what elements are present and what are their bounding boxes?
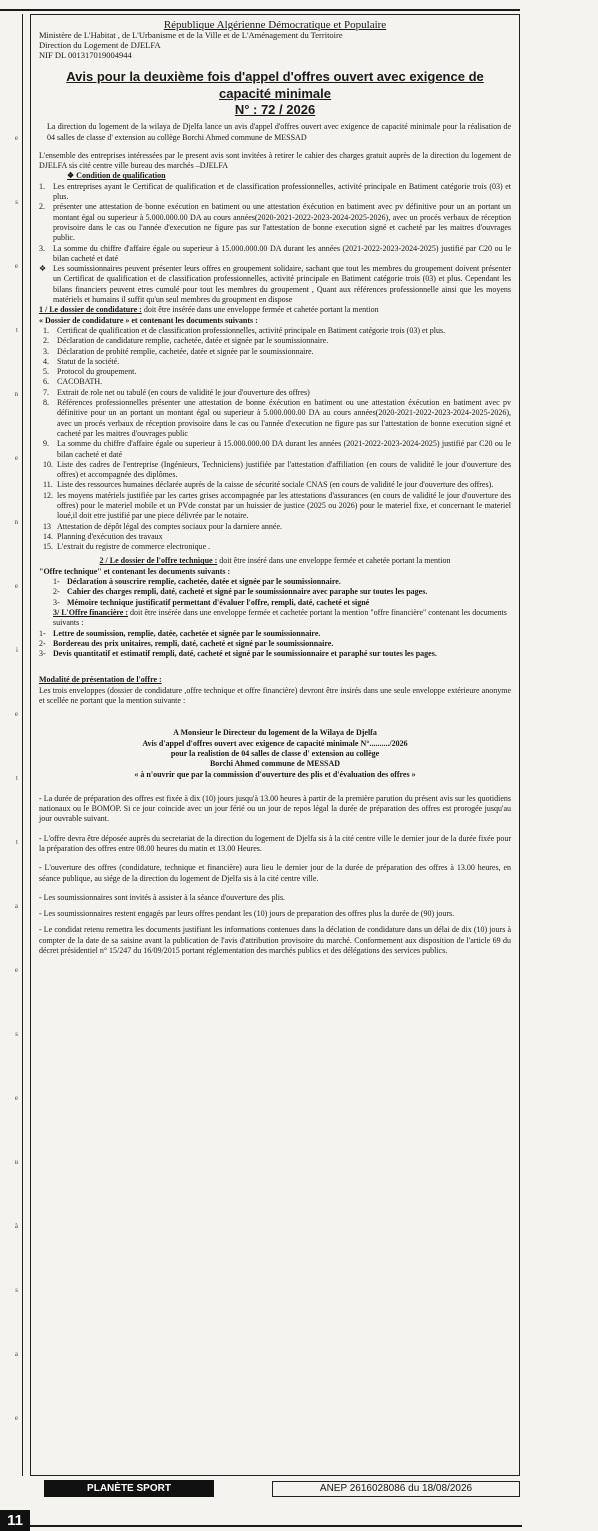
notice-number: N° : 72 / 2026 xyxy=(234,102,316,118)
list-item xyxy=(53,598,511,608)
list-item xyxy=(43,347,511,357)
column-fragment-letter: u xyxy=(14,1158,18,1166)
modalite-text: Les trois enveloppes (dossier de condidature ,offre technique et offre financière) devront être insirés dans une seule enveloppe extérieure anonyme et scellée ne portant que la mention suivante : xyxy=(39,685,511,706)
ministry-line: Ministère de L'Habitat , de L'Urbanisme et de la Ville et de L'Aménagement du Territoire xyxy=(39,30,343,41)
candidature-mention: « Dossier de condidature » et contenant les documents suivants : xyxy=(39,315,258,325)
list-item xyxy=(43,377,511,387)
list-item-number: 11. xyxy=(43,480,53,490)
column-fragment-letter: e xyxy=(14,262,18,270)
list-item xyxy=(43,480,511,490)
list-item xyxy=(43,357,511,367)
condition-paragraph: - Les soumissionnaires sont invités à assister à la séance d'ouverture des plis. xyxy=(39,892,286,902)
list-item-text: Déclaration à souscrire remplie, cachetée, datée et signée par le soumissionnaire. xyxy=(67,577,341,587)
column-fragment-letter: t xyxy=(16,326,18,334)
list-item xyxy=(43,398,511,439)
qualification-heading: ❖ Condition de qualification xyxy=(67,171,166,181)
list-item-text: Déclaration de candidature remplie, cachetée, datée et signée par le soumissionnaire. xyxy=(57,336,329,346)
column-fragment-letter: t xyxy=(16,838,18,846)
condition-paragraph: - L'ouverture des offres (condidature, technique et financière) aura lieu le dernier jour de la durée de préparation des offres à 13.00 heures, en séance publique, au siége de la direction du logement de Djelfa sis à la cité centre ville. xyxy=(39,863,511,883)
list-item xyxy=(43,326,511,336)
column-fragment-letter: n xyxy=(14,518,18,526)
list-item-text: Liste des ressources humaines déclarée auprès de la caisse de sécurité sociale CNAS (en cours de validité le jour d'ouverture des offres). xyxy=(57,480,494,490)
list-item-number: 8. xyxy=(43,398,49,408)
list-item-number: 2. xyxy=(43,336,49,346)
list-item-text: L'extrait du registre de commerce electronique . xyxy=(57,542,211,552)
list-item-number: 12. xyxy=(43,490,53,500)
column-fragment-letter: t xyxy=(16,774,18,782)
list-item-number: 1- xyxy=(53,577,60,587)
list-item-text: Références professionnelles présenter une attestation de bonne éxécution en batiment ou une attestation éxécution en batiment avec pv définitive pour un an portant un montant égal ou superieur à 5.000.000.00 DA au cours années(2020-2021-2022-2023-2024-2025-2026), avec un procés verbaux de réception provisoire dans le cas ou l'année d'execution ne figure pas sur l'attestation de bonne execution signé et cacheté par les maitres d'ouvrages public xyxy=(57,398,511,438)
intro-paragraph: La direction du logement de la wilaya de Djelfa lance un avis d'appel d'offres ouvert avec exigence de capacité minimale pour la réalisation de 04 salles de classe d' extension au collège Borchi Ahmed commune de MESSAD xyxy=(47,122,511,142)
list-item-text: Certificat de qualification et de classification professionnelles, activité principale en Batiment catégorie trois (03) et plus. xyxy=(57,325,446,335)
list-item-number: 4. xyxy=(43,356,49,366)
list-item-number: 2. xyxy=(39,202,45,212)
previous-column-fragment xyxy=(0,14,23,1476)
notice-title: Avis pour la deuxième fois d'appel d'offres ouvert avec exigence de capacité minimale xyxy=(66,69,484,102)
list-item-text: Devis quantitatif et estimatif rempli, daté, cacheté et signé par le soumissionnaire et paraphé sur toutes les pages. xyxy=(53,649,437,659)
list-item xyxy=(43,522,511,532)
column-fragment-letter: a xyxy=(14,902,18,910)
list-item xyxy=(43,542,511,552)
list-item-text: Cahier des charges rempli, daté, cacheté et signé par le soumissionnaire avec paraphe sur toutes les pages. xyxy=(67,587,428,597)
list-item-number: 2- xyxy=(39,638,46,648)
column-fragment-letter: n xyxy=(14,390,18,398)
list-item-number: ❖ xyxy=(39,264,47,274)
list-item-number: 10. xyxy=(43,459,53,469)
column-fragment-letter: e xyxy=(14,710,18,718)
column-fragment-letter: e xyxy=(14,1094,18,1102)
list-item-text: La somme du chiffre d'affaire égale ou superieur à 15.000.000.00 DA durant les années (2021-2022-2023-2024-2025) justifié par C20 ou le bilan cacheté et daté xyxy=(53,243,511,263)
technique-heading: 2 / Le dossier de l'offre technique : doit être inséré dans une enveloppe fermée et cahetée portant la mention xyxy=(99,556,451,566)
column-fragment-letter: i xyxy=(16,646,18,654)
list-item-number: 5. xyxy=(43,367,49,377)
list-item-number: 9. xyxy=(43,439,49,449)
republic-header: République Algérienne Démocratique et Populaire xyxy=(163,19,387,31)
list-item xyxy=(39,244,511,265)
list-item-number: 6. xyxy=(43,377,49,387)
column-fragment-letter: e xyxy=(14,454,18,462)
financiere-list xyxy=(39,629,511,660)
column-fragment-letter: s xyxy=(15,198,18,206)
list-item-text: Lettre de soumission, remplie, datée, cachetée et signée par le soumissionnaire. xyxy=(53,628,321,638)
column-fragment-letter: e xyxy=(14,1414,18,1422)
column-fragment-letter: e xyxy=(14,582,18,590)
list-item xyxy=(43,388,511,398)
candidature-heading: 1 / Le dossier de condidature : doit être insérée dans une enveloppe fermée et cahetée portant la mention xyxy=(39,305,379,315)
condition-paragraph: - L'offre devra être déposée auprès du secretariat de la direction du logement de Djelfa sis à la cité centre ville le dernier jour de la durée fixée pour la préparation des offres entre 08.00 heures du matin et 13.00 Heures. xyxy=(39,833,511,853)
list-item xyxy=(39,182,511,203)
list-item xyxy=(43,491,511,522)
list-item-number: 3- xyxy=(53,597,60,607)
list-item-number: 2- xyxy=(53,587,60,597)
qualification-list xyxy=(39,182,511,306)
list-item xyxy=(39,629,511,639)
top-rule xyxy=(0,9,520,11)
list-item-text: présenter une attestation de bonne exécution en batiment ou une attestation éxécution en batiment avec pv définitive pour un an portant un montant égal ou superieur à 5.000.000.00 DA au cours années(2020-2021-2022-2023-2024-2025-2026), avec un procés verbaux de réception provisoire dans le cas ou l'année d'execution ne figure pas sur l'attestation de bonne execution signé et cacheté par les maitres d'ouvrages public. xyxy=(53,202,511,243)
list-item-number: 7. xyxy=(43,387,49,397)
list-item xyxy=(53,577,511,587)
anep-reference: ANEP 2616028086 du 18/08/2026 xyxy=(272,1481,520,1497)
list-item xyxy=(53,587,511,597)
list-item-text: Mémoire technique justificatif permettant d'évaluer l'offre, rempli, daté, cacheté et signé xyxy=(67,597,370,607)
list-item-text: Protocol du groupement. xyxy=(57,367,137,377)
list-item xyxy=(39,649,511,659)
list-item xyxy=(39,264,511,305)
conditions-list xyxy=(39,794,511,957)
condition-paragraph: - La durée de préparation des offres est fixée à dix (10) jours jusqu'à 13.00 heures à partir de la première parution du présent avis sur les quotidiens nationaux ou le BOMOP. Si ce jour coincide avec un jour férié ou un jour de repos légal la durée de préparation des offres est prorogée jusqu'au jour ouvrable suivant. xyxy=(39,793,511,824)
list-item xyxy=(39,202,511,243)
column-fragment-letter: a xyxy=(14,1350,18,1358)
list-item-number: 3. xyxy=(43,346,49,356)
list-item-text: Les soumissionnaires peuvent présenter leurs offres en groupement solidaire, sachant que tout les membres du groupement doivent présenter un Certificat de qualification et de classification professionnelles, activité principale en Batiment catégorie trois (03) et plus. Cependant les bilans financiers peuvent etres cumulé pour tout les membres du groupement , Quant aux références professionnelle ainsi que les moyens matériels et humains il suffit qu'un seul membres du groupment en dispose xyxy=(53,264,511,305)
financiere-heading: 3/ L'Offre financière : doit être insérée dans une enveloppe fermée et cachetée portant la mention "offre financière" contenant les documents suivants : xyxy=(53,607,507,628)
column-fragment-letter: s xyxy=(15,1286,18,1294)
list-item-text: Attestation de dépôt légal des comptes sociaux pour la darniere année. xyxy=(57,521,283,531)
condition-paragraph: - Les soumissionnaires restent engagés par leurs offres pendant les (10) jours de preparation des offres plus la durée de (90) jours. xyxy=(39,909,455,919)
list-item-number: 3- xyxy=(39,649,46,659)
list-item xyxy=(39,639,511,649)
list-item-text: Liste des cadres de l'entreprise (Ingénieurs, Techniciens) justifiée par l'attestation d'affiliation (en cours de validité le jour d'ouverture des offres) et accompagnée des diplômes. xyxy=(57,459,511,480)
section-label: PLANÈTE SPORT xyxy=(44,1480,214,1497)
technique-list xyxy=(39,577,511,608)
address-line-2: Avis d'appel d'offres ouvert avec exigence de capacité minimale N°........../2026 xyxy=(142,738,408,748)
list-item-text: Déclaration de probité remplie, cachetée, datée et signée par le soumissionnaire. xyxy=(57,346,314,356)
list-item xyxy=(43,532,511,542)
column-fragment-letter: e xyxy=(14,966,18,974)
list-item-number: 3. xyxy=(39,243,45,253)
list-item-text: La somme du chiffre d'affaire égale ou superieur à 15.000.000.00 DA durant les années (2021-2022-2023-2024-2025) justifié par C20 ou le bilan cacheté et daté xyxy=(57,439,511,459)
address-line-4: Borchi Ahmed commune de MESSAD xyxy=(209,759,341,769)
list-item xyxy=(43,367,511,377)
modalite-heading: Modalité de présentation de l'offre : xyxy=(39,675,162,685)
list-item-text: Planning d'exécution des travaux xyxy=(57,531,163,541)
condition-paragraph: - Le condidat retenu remettra les documents justifiant les informations contenues dans la déclation de condidature dans un délai de dix (10) jours à compter de la date de sa saisine avant la publication de l'avis d'attribution provisoire du marché. Conformement aux disposition de l'article 69 du décret présidentiel n° 15/247 du 16/09/2015 portant réglementation des marchés publics et des délégations des services publics. xyxy=(39,925,511,956)
list-item-number: 14. xyxy=(43,531,53,541)
address-line-1: A Monsieur le Directeur du logement de la Wilaya de Djelfa xyxy=(173,728,377,738)
address-line-3: pour la realistion de 04 salles de classe d' extension au collège xyxy=(170,748,380,758)
list-item xyxy=(43,460,511,481)
list-item-text: Bordereau des prix unitaires, rempli, daté, cacheté et signé par le soumissionnaire. xyxy=(53,638,334,648)
list-item-text: Les entreprises ayant le Certificat de qualification et de classification professionnelles, activité principale en Batiment catégorie trois (03) et plus. xyxy=(53,181,511,202)
column-fragment-letter: à xyxy=(14,1222,18,1230)
list-item xyxy=(43,439,511,460)
bottom-rule xyxy=(30,1525,522,1527)
list-item xyxy=(43,336,511,346)
list-item-number: 15. xyxy=(43,542,53,552)
list-item-text: CACOBATH. xyxy=(57,377,103,387)
column-fragment-letter: e xyxy=(14,134,18,142)
page-number: 11 xyxy=(0,1510,30,1531)
technique-mention: "Offre technique" et contenant les documents suivants : xyxy=(39,566,231,576)
intro-paragraph-2: L'ensemble des entreprises intéressées par le present avis sont invitées à retirer le cahier des charges gratuit auprès de la direction du logement de DJELFA sis cité centre ville bureau des marchés –DJELFA xyxy=(39,150,511,171)
column-fragment-letter: s xyxy=(15,1030,18,1038)
tender-notice xyxy=(30,14,520,1476)
list-item-text: Statut de la société. xyxy=(57,356,120,366)
nif-line: NIF DL 001317019004944 xyxy=(39,50,132,61)
list-item-number: 1. xyxy=(43,325,49,335)
candidature-list xyxy=(39,326,511,553)
list-item-number: 13 xyxy=(43,521,51,531)
list-item-number: 1. xyxy=(39,181,45,191)
list-item-number: 1- xyxy=(39,628,46,638)
direction-line: Direction du Logement de DJELFA xyxy=(39,40,161,51)
address-line-5: « à n'ouvrir que par la commission d'ouverture des plis et d'évaluation des offres » xyxy=(134,769,416,779)
list-item-text: Extrait de role net ou tabulé (en cours de validité le jour d'ouverture des offres) xyxy=(57,387,310,397)
list-item-text: les moyens matériels justifiée par les cartes grises accompagnée par les attestations d'assurances (en cours de validité le jour d'ouverture des offres) pour le materiel mobile et un PVde constat par un huissier de justice (2025 ou 2026) pour le materiel fixe, et concernant le materiel loué,il doit etre justifié par une piece délivrée par le notaire. xyxy=(57,490,511,521)
